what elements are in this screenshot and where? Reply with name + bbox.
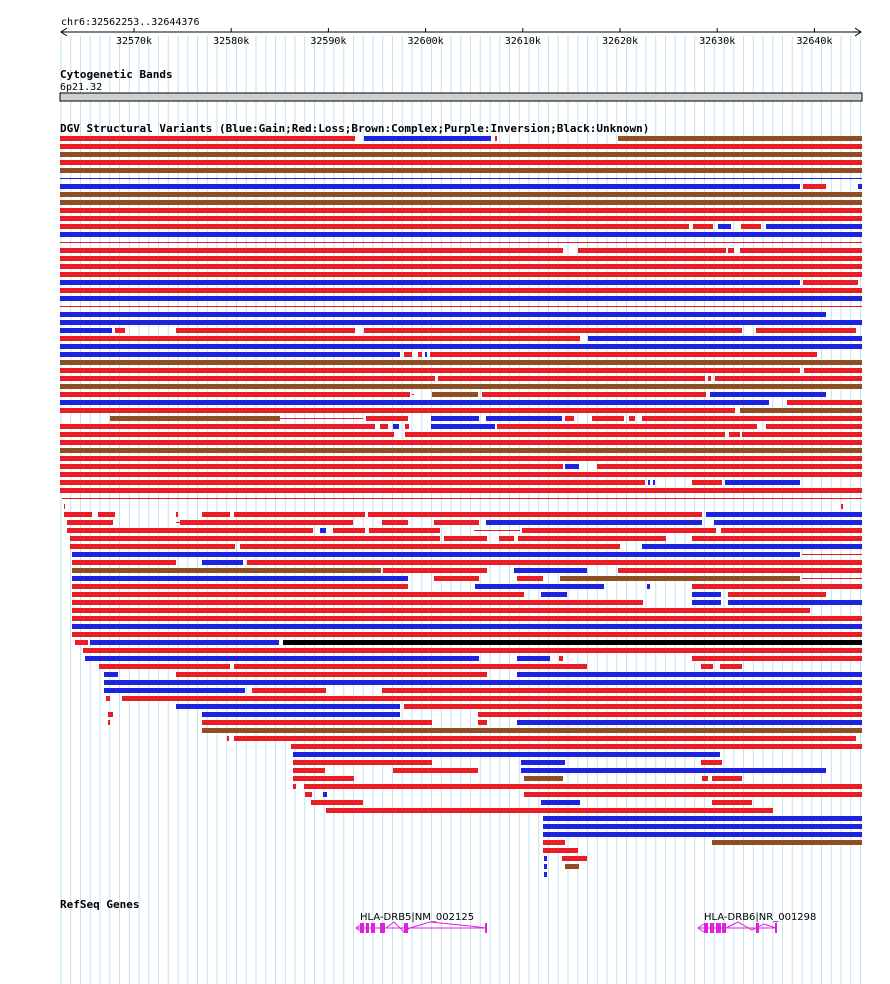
- dgv-variant-loss[interactable]: [240, 544, 620, 549]
- gene-hla-drb6-exon: [756, 923, 759, 933]
- dgv-variant-loss[interactable]: [692, 656, 862, 661]
- dgv-variant-gain[interactable]: [72, 624, 862, 629]
- dgv-variant-complex[interactable]: [60, 200, 862, 205]
- dgv-variant-loss[interactable]: [543, 848, 578, 853]
- gene-hla-drb6-exon: [716, 923, 721, 933]
- dgv-variant-gain[interactable]: [517, 656, 550, 661]
- dgv-variant-gain[interactable]: [364, 136, 491, 141]
- dgv-variant-loss[interactable]: [60, 288, 862, 293]
- dgv-variant-loss[interactable]: [60, 456, 862, 461]
- dgv-variant-complex[interactable]: [432, 392, 478, 397]
- dgv-variant-loss[interactable]: [522, 528, 716, 533]
- dgv-variant-complex[interactable]: [712, 840, 862, 845]
- dgv-variant-loss[interactable]: [841, 504, 843, 509]
- dgv-variant-loss[interactable]: [60, 160, 862, 165]
- ruler-tick-label: 32590k: [310, 36, 347, 47]
- dgv-variant-loss[interactable]: [60, 464, 563, 469]
- ruler-tick-label: 32620k: [601, 36, 639, 47]
- dgv-variant-gain[interactable]: [60, 352, 400, 357]
- dgv-variant-loss[interactable]: [70, 536, 440, 541]
- dgv-variant-loss[interactable]: [592, 416, 624, 421]
- dgv-variant-gain[interactable]: [293, 752, 720, 757]
- dgv-variant-loss[interactable]: [802, 554, 862, 555]
- dgv-variant-loss[interactable]: [60, 248, 563, 253]
- dgv-variant-gain[interactable]: [728, 600, 862, 605]
- dgv-variant-complex[interactable]: [565, 864, 579, 869]
- dgv-variant-loss[interactable]: [252, 688, 326, 693]
- dgv-variant-loss[interactable]: [60, 488, 862, 493]
- dgv-variant-loss[interactable]: [802, 578, 862, 579]
- dgv-variant-gain[interactable]: [202, 560, 243, 565]
- dgv-variant-gain[interactable]: [514, 568, 587, 573]
- dgv-variant-loss[interactable]: [438, 376, 705, 381]
- dgv-variant-loss[interactable]: [693, 224, 713, 229]
- dgv-variant-gain[interactable]: [60, 344, 862, 349]
- dgv-variant-loss[interactable]: [804, 368, 862, 373]
- gene-label-hla-drb5[interactable]: HLA-DRB5|NM_002125: [360, 912, 475, 923]
- dgv-variant-gain[interactable]: [517, 720, 862, 725]
- refseq-genes-track: [60, 898, 816, 933]
- dgv-variant-gain[interactable]: [725, 480, 800, 485]
- dgv-variant-loss[interactable]: [368, 512, 702, 517]
- dgv-variant-loss[interactable]: [293, 768, 325, 773]
- gene-hla-drb6[interactable]: [698, 912, 816, 933]
- dgv-variant-loss[interactable]: [72, 632, 862, 637]
- gene-hla-drb6-exon: [722, 923, 726, 933]
- dgv-variant-loss[interactable]: [60, 256, 862, 261]
- dgv-variant-loss[interactable]: [642, 416, 862, 421]
- dgv-variant-complex[interactable]: [60, 384, 862, 389]
- dgv-variant-gain[interactable]: [647, 584, 650, 589]
- dgv-variant-loss[interactable]: [293, 776, 354, 781]
- dgv-variant-loss[interactable]: [304, 784, 862, 789]
- dgv-variant-loss[interactable]: [382, 520, 408, 525]
- dgv-track-title: DGV Structural Variants (Blue:Gain;Red:Loss;Brown:Complex;Purple:Inversion;Black:Unknown): [60, 122, 650, 135]
- dgv-variant-loss[interactable]: [405, 424, 409, 429]
- dgv-variant-loss[interactable]: [72, 608, 810, 613]
- dgv-variant-complex[interactable]: [560, 576, 800, 581]
- dgv-variant-loss[interactable]: [72, 592, 524, 597]
- dgv-variant-loss[interactable]: [712, 800, 752, 805]
- dgv-variant-gain[interactable]: [431, 416, 479, 421]
- dgv-variant-loss[interactable]: [803, 184, 826, 189]
- dgv-variant-gain[interactable]: [543, 816, 862, 821]
- dgv-variant-loss[interactable]: [333, 528, 365, 533]
- dgv-variant-loss[interactable]: [444, 536, 487, 541]
- dgv-variant-gain[interactable]: [517, 672, 862, 677]
- dgv-variant-loss[interactable]: [766, 424, 862, 429]
- gene-label-hla-drb6[interactable]: HLA-DRB6|NR_001298: [704, 912, 817, 923]
- dgv-variant-loss[interactable]: [740, 248, 862, 253]
- dgv-variant-loss[interactable]: [83, 648, 862, 653]
- dgv-variant-loss[interactable]: [234, 664, 587, 669]
- dgv-variant-gain[interactable]: [60, 232, 862, 237]
- dgv-variant-gain[interactable]: [104, 680, 862, 685]
- ruler-ticks: [116, 28, 833, 47]
- dgv-variant-loss[interactable]: [597, 464, 862, 469]
- dgv-variant-loss[interactable]: [60, 336, 580, 341]
- dgv-variant-loss[interactable]: [180, 520, 353, 525]
- dgv-variant-gain[interactable]: [176, 704, 400, 709]
- dgv-variant-loss[interactable]: [482, 392, 706, 397]
- dgv-variant-loss[interactable]: [72, 600, 643, 605]
- gene-hla-drb5-exon: [371, 923, 375, 933]
- dgv-variant-loss[interactable]: [559, 656, 563, 661]
- dgv-variant-loss[interactable]: [478, 720, 487, 725]
- dgv-variant-gain[interactable]: [718, 224, 731, 229]
- dgv-variant-loss[interactable]: [518, 536, 666, 541]
- dgv-variant-loss[interactable]: [434, 576, 479, 581]
- dgv-variant-loss[interactable]: [618, 568, 862, 573]
- dgv-variant-loss[interactable]: [741, 224, 761, 229]
- gene-hla-drb5-exon: [380, 923, 385, 933]
- dgv-variant-gain[interactable]: [60, 320, 862, 325]
- dgv-variant-gain[interactable]: [588, 336, 862, 341]
- dgv-variant-loss[interactable]: [60, 242, 862, 243]
- ruler-position-label: chr6:32562253..32644376: [61, 17, 200, 28]
- dgv-variant-loss[interactable]: [478, 712, 862, 717]
- dgv-variant-gain[interactable]: [544, 864, 547, 869]
- ruler-tick-label: 32600k: [407, 36, 444, 47]
- dgv-variant-loss[interactable]: [311, 800, 363, 805]
- dgv-variant-complex[interactable]: [202, 728, 862, 733]
- dgv-variant-loss[interactable]: [474, 530, 520, 531]
- dgv-variant-loss[interactable]: [787, 400, 862, 405]
- dgv-variant-loss[interactable]: [720, 664, 742, 669]
- dgv-variant-loss[interactable]: [369, 528, 440, 533]
- ruler-tick-label: 32630k: [699, 36, 736, 47]
- dgv-variant-loss[interactable]: [756, 328, 856, 333]
- dgv-variant-loss[interactable]: [305, 792, 312, 797]
- dgv-variant-loss[interactable]: [62, 498, 862, 499]
- dgv-variant-loss[interactable]: [430, 352, 817, 357]
- dgv-variant-loss[interactable]: [64, 512, 92, 517]
- gene-hla-drb6-exon: [775, 923, 777, 933]
- dgv-variant-gain[interactable]: [692, 592, 721, 597]
- dgv-variant-loss[interactable]: [291, 744, 862, 749]
- dgv-variant-gain[interactable]: [60, 296, 862, 301]
- dgv-variant-loss[interactable]: [99, 664, 230, 669]
- dgv-variant-loss[interactable]: [404, 352, 412, 357]
- ruler-tick-label: 32570k: [115, 36, 153, 47]
- dgv-variant-loss[interactable]: [176, 672, 487, 677]
- dgv-variant-gain[interactable]: [544, 856, 547, 861]
- gene-hla-drb5-exon: [404, 923, 408, 933]
- dgv-variant-gain[interactable]: [60, 328, 112, 333]
- dgv-variant-complex[interactable]: [60, 152, 862, 157]
- dgv-variant-loss[interactable]: [70, 544, 235, 549]
- dgv-variant-loss[interactable]: [108, 720, 110, 725]
- dgv-variant-loss[interactable]: [366, 416, 408, 421]
- cytogenetic-bands-title: Cytogenetic Bands: [60, 68, 173, 81]
- gene-hla-drb5-exon: [366, 923, 369, 933]
- dgv-variant-gain[interactable]: [521, 760, 565, 765]
- dgv-variant-loss[interactable]: [60, 408, 735, 413]
- dgv-variant-loss[interactable]: [60, 136, 355, 141]
- dgv-variant-loss[interactable]: [517, 576, 543, 581]
- dgv-variant-loss[interactable]: [60, 216, 862, 221]
- dgv-variant-loss[interactable]: [60, 224, 689, 229]
- dgv-variant-loss[interactable]: [67, 528, 313, 533]
- dgv-variant-loss[interactable]: [383, 568, 487, 573]
- dgv-variant-loss[interactable]: [393, 768, 478, 773]
- dgv-variant-gain[interactable]: [706, 512, 862, 517]
- dgv-variant-loss[interactable]: [247, 560, 862, 565]
- dgv-variant-loss[interactable]: [60, 392, 410, 397]
- dgv-variant-gain[interactable]: [692, 600, 721, 605]
- dgv-variant-gain[interactable]: [543, 832, 862, 837]
- dgv-variant-complex[interactable]: [60, 360, 862, 365]
- dgv-variant-gain[interactable]: [710, 392, 826, 397]
- dgv-variant-loss[interactable]: [60, 440, 862, 445]
- dgv-variant-gain[interactable]: [541, 800, 580, 805]
- dgv-variant-loss[interactable]: [495, 136, 497, 141]
- dgv-variant-loss[interactable]: [60, 306, 862, 307]
- dgv-variant-loss[interactable]: [692, 584, 862, 589]
- dgv-variant-loss[interactable]: [72, 616, 862, 621]
- gene-hla-drb6-exon: [710, 923, 714, 933]
- dgv-variant-gain[interactable]: [90, 640, 279, 645]
- dgv-variant-loss[interactable]: [742, 432, 862, 437]
- dgv-variant-loss[interactable]: [72, 584, 408, 589]
- dgv-variant-loss[interactable]: [108, 712, 113, 717]
- dgv-variant-gain[interactable]: [858, 184, 862, 189]
- ruler-tick-label: 32640k: [796, 36, 833, 47]
- cytoband-name-label[interactable]: 6p21.32: [60, 82, 103, 93]
- dgv-variant-loss[interactable]: [60, 480, 645, 485]
- dgv-variant-gain[interactable]: [60, 400, 769, 405]
- dgv-variant-gain[interactable]: [648, 480, 650, 485]
- dgv-variant-complex[interactable]: [60, 192, 862, 197]
- dgv-variant-loss[interactable]: [803, 280, 858, 285]
- dgv-variant-loss[interactable]: [382, 688, 862, 693]
- dgv-variant-gain[interactable]: [541, 592, 567, 597]
- dgv-variant-loss[interactable]: [692, 536, 862, 541]
- dgv-variant-complex[interactable]: [524, 776, 563, 781]
- dgv-variant-gain[interactable]: [72, 552, 800, 557]
- dgv-variant-loss[interactable]: [106, 696, 110, 701]
- dgv-variant-gain[interactable]: [323, 792, 327, 797]
- dgv-variant-gain[interactable]: [320, 528, 326, 533]
- dgv-variant-gain[interactable]: [60, 312, 826, 317]
- dgv-variant-loss[interactable]: [524, 792, 862, 797]
- dgv-variant-gain[interactable]: [393, 424, 399, 429]
- dgv-variant-loss[interactable]: [67, 520, 113, 525]
- dgv-variant-loss[interactable]: [98, 512, 115, 517]
- dgv-variant-gain[interactable]: [521, 768, 826, 773]
- dgv-variant-loss[interactable]: [565, 416, 574, 421]
- dgv-variant-loss[interactable]: [122, 696, 862, 701]
- dgv-variant-complex[interactable]: [60, 168, 862, 173]
- dgv-variant-gain[interactable]: [544, 872, 547, 877]
- gene-hla-drb6-exon: [704, 923, 708, 933]
- dgv-variant-gain[interactable]: [565, 464, 579, 469]
- dgv-variant-gain[interactable]: [60, 184, 800, 189]
- dgv-variant-gain[interactable]: [486, 520, 702, 525]
- dgv-variant-loss[interactable]: [72, 560, 176, 565]
- dgv-variant-loss[interactable]: [497, 424, 757, 429]
- dgv-variant-loss[interactable]: [60, 432, 394, 437]
- dgv-variant-loss[interactable]: [234, 512, 365, 517]
- dgv-variant-gain[interactable]: [543, 824, 862, 829]
- dgv-variant-loss[interactable]: [176, 328, 355, 333]
- gene-hla-drb5-exon: [485, 923, 487, 933]
- dgv-variant-complex[interactable]: [60, 448, 862, 453]
- dgv-variant-loss[interactable]: [702, 776, 708, 781]
- dgv-variant-loss[interactable]: [405, 432, 725, 437]
- dgv-variant-loss[interactable]: [234, 736, 856, 741]
- dgv-variant-loss[interactable]: [434, 520, 479, 525]
- cytoband-6p21-32-block[interactable]: [60, 93, 862, 101]
- dgv-variant-loss[interactable]: [715, 376, 862, 381]
- dgv-variant-loss[interactable]: [418, 352, 422, 357]
- dgv-variant-loss[interactable]: [60, 424, 375, 429]
- dgv-variant-gain[interactable]: [714, 520, 862, 525]
- dgv-variant-loss[interactable]: [60, 144, 862, 149]
- dgv-variant-loss[interactable]: [60, 208, 862, 213]
- dgv-variant-gain[interactable]: [60, 280, 800, 285]
- dgv-variant-gain[interactable]: [104, 688, 245, 693]
- dgv-variant-gain[interactable]: [486, 416, 562, 421]
- dgv-variant-gain[interactable]: [60, 178, 862, 179]
- dgv-variant-loss[interactable]: [176, 522, 180, 523]
- dgv-variant-loss[interactable]: [412, 394, 414, 395]
- dgv-variant-loss[interactable]: [280, 418, 363, 419]
- dgv-variant-loss[interactable]: [629, 416, 635, 421]
- ruler-tick-label: 32610k: [504, 36, 541, 47]
- dgv-variant-loss[interactable]: [404, 704, 862, 709]
- dgv-variant-gain[interactable]: [642, 544, 862, 549]
- dgv-variant-loss[interactable]: [227, 736, 229, 741]
- dgv-variant-loss[interactable]: [729, 432, 740, 437]
- dgv-variant-gain[interactable]: [85, 656, 479, 661]
- dgv-variant-loss[interactable]: [712, 776, 742, 781]
- gene-hla-drb5-exon: [360, 923, 364, 933]
- ruler-tick-label: 32580k: [213, 36, 250, 47]
- dgv-variant-loss[interactable]: [578, 248, 726, 253]
- dgv-variant-loss[interactable]: [728, 592, 826, 597]
- dgv-variant-gain[interactable]: [202, 712, 400, 717]
- dgv-variant-complex[interactable]: [72, 568, 381, 573]
- dgv-variant-loss[interactable]: [293, 784, 296, 789]
- dgv-variant-loss[interactable]: [499, 536, 514, 541]
- dgv-variant-loss[interactable]: [60, 272, 862, 277]
- dgv-variant-gain[interactable]: [766, 224, 862, 229]
- dgv-variant-loss[interactable]: [364, 328, 742, 333]
- dgv-variant-loss[interactable]: [202, 720, 432, 725]
- dgv-variant-loss[interactable]: [708, 376, 711, 381]
- dgv-variant-complex[interactable]: [740, 408, 862, 413]
- dgv-variant-loss[interactable]: [701, 760, 722, 765]
- dgv-variant-loss[interactable]: [728, 248, 734, 253]
- dgv-variant-loss[interactable]: [60, 376, 435, 381]
- refseq-genes-title: RefSeq Genes: [60, 898, 140, 911]
- dgv-variant-loss[interactable]: [562, 856, 587, 861]
- dgv-variant-loss[interactable]: [326, 808, 773, 813]
- dgv-variant-complex[interactable]: [110, 416, 280, 421]
- dgv-variant-loss[interactable]: [380, 424, 388, 429]
- dgv-variant-loss[interactable]: [701, 664, 713, 669]
- dgv-variant-complex[interactable]: [618, 136, 862, 141]
- dgv-variant-gain[interactable]: [431, 424, 495, 429]
- dgv-variant-loss[interactable]: [60, 264, 862, 269]
- dgv-variant-loss[interactable]: [543, 840, 565, 845]
- dgv-variant-loss[interactable]: [60, 472, 862, 477]
- dgv-variant-loss[interactable]: [293, 760, 432, 765]
- dgv-variant-loss[interactable]: [115, 328, 125, 333]
- dgv-variant-loss[interactable]: [692, 480, 722, 485]
- dgv-variant-gain[interactable]: [653, 480, 655, 485]
- dgv-variant-gain[interactable]: [425, 352, 427, 357]
- dgv-variant-loss[interactable]: [721, 528, 862, 533]
- dgv-variant-unknown[interactable]: [283, 640, 862, 645]
- dgv-variant-gain[interactable]: [475, 584, 604, 589]
- dgv-variant-loss[interactable]: [176, 512, 178, 517]
- dgv-variant-gain[interactable]: [72, 576, 408, 581]
- dgv-variant-loss[interactable]: [60, 368, 800, 373]
- dgv-variant-loss[interactable]: [202, 512, 230, 517]
- dgv-variant-loss[interactable]: [75, 640, 88, 645]
- dgv-variant-gain[interactable]: [104, 672, 118, 677]
- dgv-variant-loss[interactable]: [64, 504, 65, 509]
